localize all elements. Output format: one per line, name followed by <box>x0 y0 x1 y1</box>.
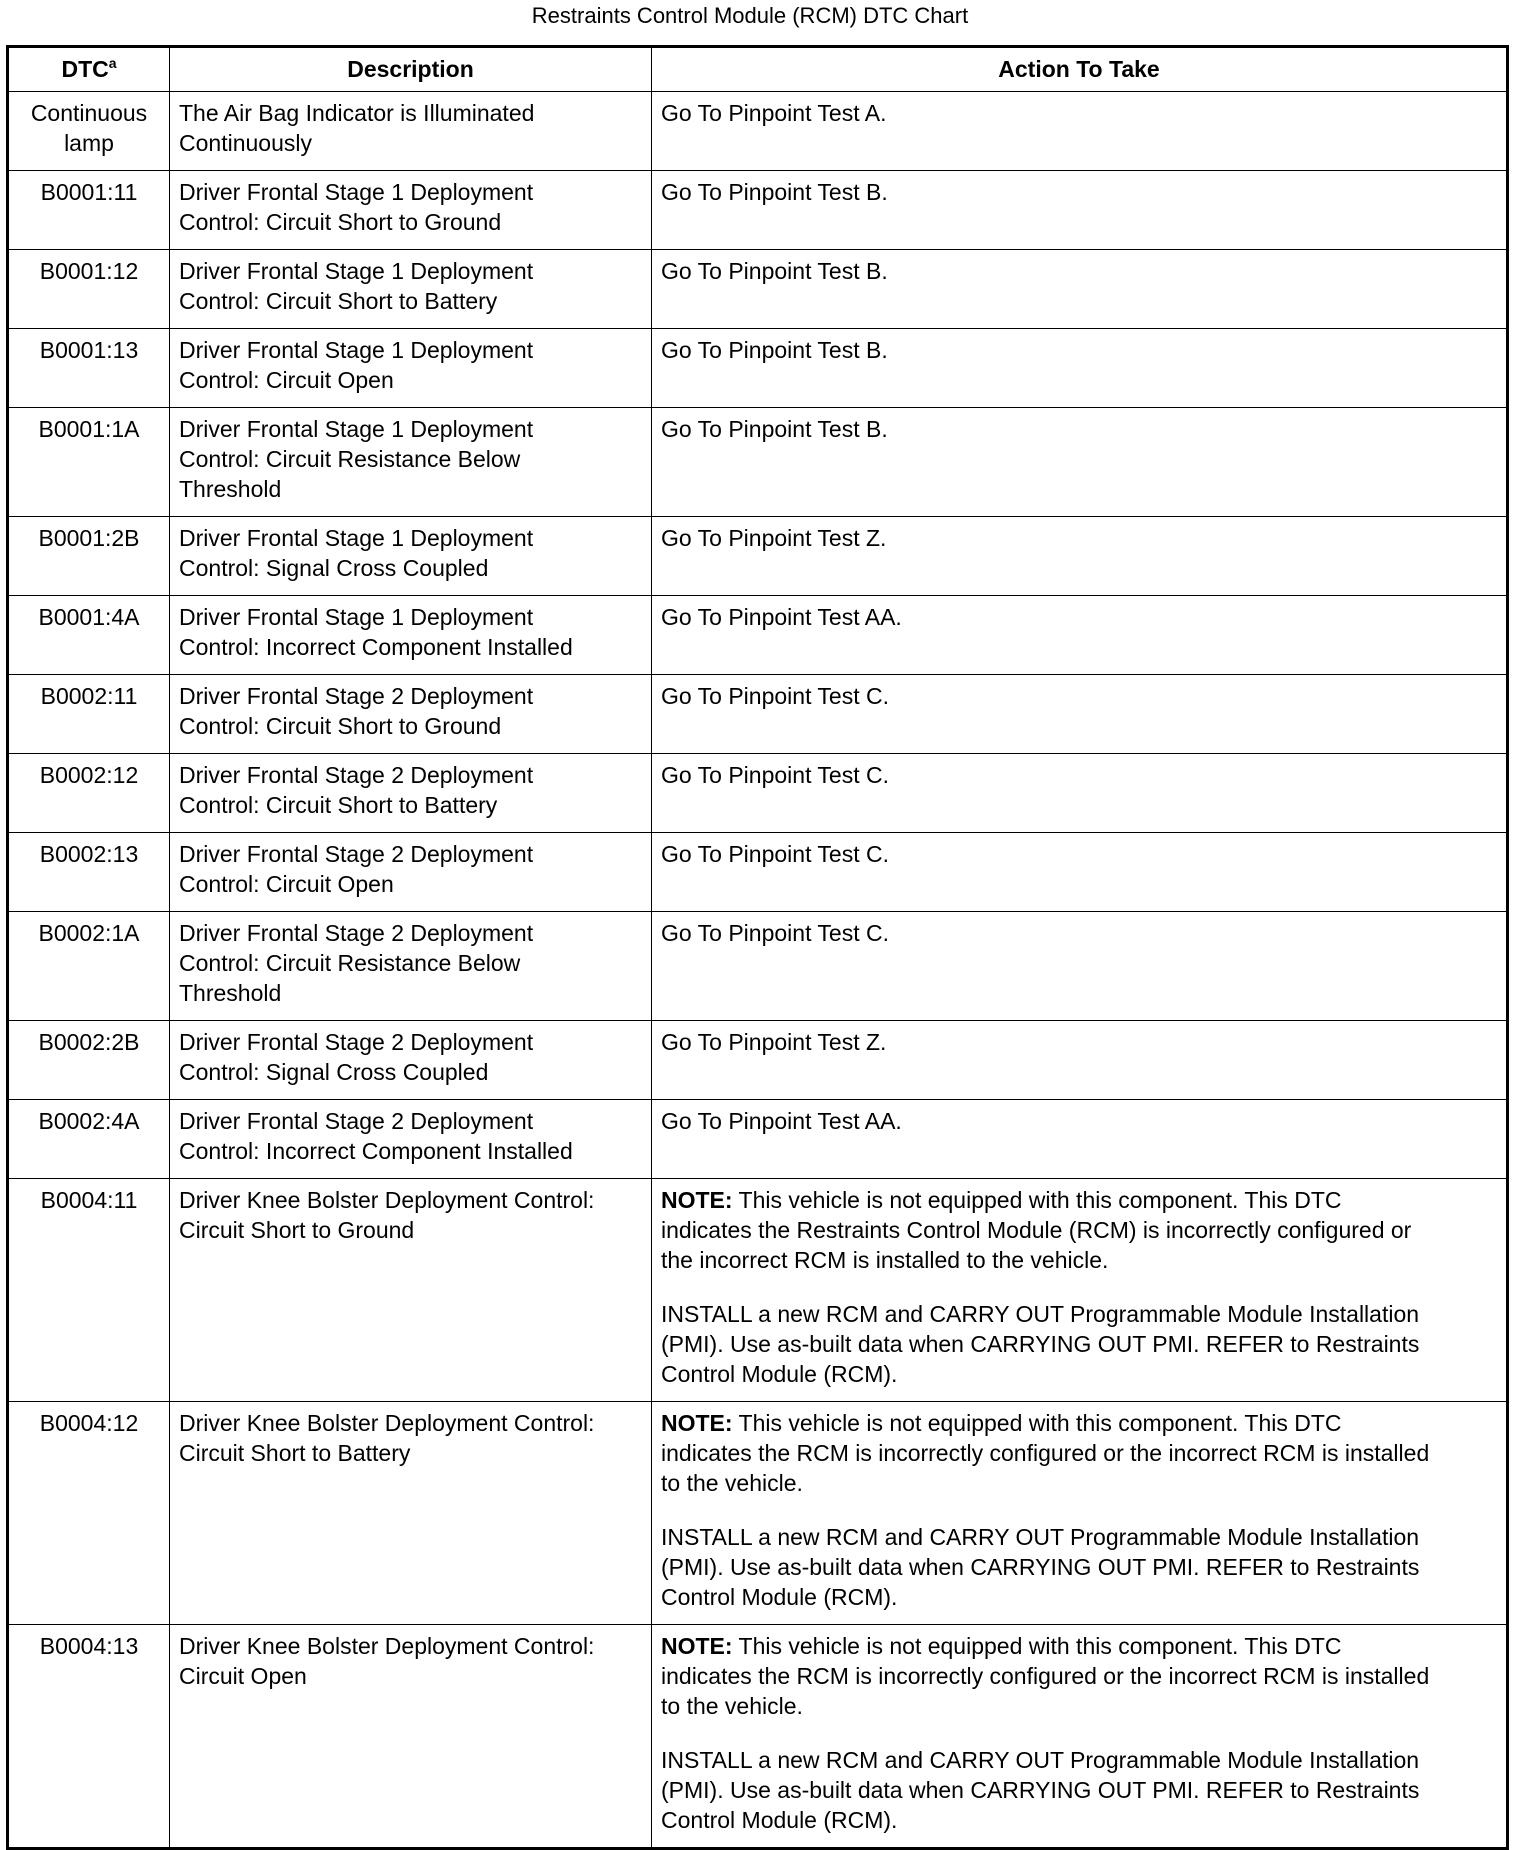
action-cell <box>652 833 1508 912</box>
dtc-code: B0001:12 <box>39 258 139 284</box>
description-cell <box>170 408 652 517</box>
dtc-cell <box>8 329 170 408</box>
description-cell <box>170 833 652 912</box>
install-instruction: Control Module (RCM). <box>661 1584 898 1610</box>
description-line: Threshold <box>179 476 282 502</box>
action-text: Go To Pinpoint Test Z. <box>661 1029 887 1055</box>
dtc-code: B0002:4A <box>38 1108 140 1134</box>
note-label: NOTE: <box>661 1633 733 1659</box>
description-line: Driver Frontal Stage 2 Deployment <box>179 1108 534 1134</box>
description-cell <box>170 1625 652 1849</box>
dtc-code: B0001:1A <box>38 416 140 442</box>
dtc-code: B0002:13 <box>39 841 139 867</box>
dtc-code: B0004:13 <box>39 1633 139 1659</box>
action-text: Go To Pinpoint Test B. <box>661 416 888 442</box>
install-instruction: (PMI). Use as-built data when CARRYING OUT PMI. REFER to Restraints <box>661 1554 1420 1580</box>
note-text: the incorrect RCM is installed to the vehicle. <box>661 1247 1109 1273</box>
description-line: Threshold <box>179 980 282 1006</box>
description-line: Circuit Short to Battery <box>179 1440 411 1466</box>
description-line: Driver Knee Bolster Deployment Control: <box>179 1633 595 1659</box>
description-line: Driver Knee Bolster Deployment Control: <box>179 1410 595 1436</box>
description-line: Circuit Short to Ground <box>179 1217 415 1243</box>
note-text: to the vehicle. <box>661 1693 803 1719</box>
description-line: Driver Frontal Stage 1 Deployment <box>179 525 534 551</box>
header-action: Action To Take <box>652 47 1508 92</box>
note-text: This vehicle is not equipped with this component. This DTC <box>732 1410 1342 1436</box>
note-text: This vehicle is not equipped with this component. This DTC <box>732 1187 1342 1213</box>
dtc-code: B0002:12 <box>39 762 139 788</box>
note-label: NOTE: <box>661 1410 733 1436</box>
dtc-cell <box>8 754 170 833</box>
action-cell <box>652 1179 1508 1402</box>
action-text: Go To Pinpoint Test C. <box>661 841 890 867</box>
description-line: The Air Bag Indicator is Illuminated <box>179 100 535 126</box>
table-row <box>8 329 1508 408</box>
description-cell <box>170 675 652 754</box>
description-line: Driver Frontal Stage 2 Deployment <box>179 920 534 946</box>
description-cell <box>170 1179 652 1402</box>
action-cell <box>652 596 1508 675</box>
action-cell <box>652 754 1508 833</box>
install-instruction: (PMI). Use as-built data when CARRYING OUT PMI. REFER to Restraints <box>661 1777 1420 1803</box>
action-cell <box>652 250 1508 329</box>
paragraph-gap <box>661 1498 1497 1522</box>
description-line: Driver Frontal Stage 2 Deployment <box>179 1029 534 1055</box>
description-line: Driver Frontal Stage 2 Deployment <box>179 762 534 788</box>
description-cell <box>170 596 652 675</box>
description-line: Driver Frontal Stage 1 Deployment <box>179 258 534 284</box>
action-cell <box>652 171 1508 250</box>
description-line: Driver Frontal Stage 2 Deployment <box>179 683 534 709</box>
description-line: Driver Frontal Stage 1 Deployment <box>179 337 534 363</box>
action-cell <box>652 912 1508 1021</box>
description-line: Driver Frontal Stage 2 Deployment <box>179 841 534 867</box>
chart-title: Restraints Control Module (RCM) DTC Chart <box>531 3 969 28</box>
description-line: Control: Signal Cross Coupled <box>179 555 489 581</box>
description-cell <box>170 329 652 408</box>
action-cell <box>652 1402 1508 1625</box>
action-cell <box>652 675 1508 754</box>
description-line: Control: Circuit Open <box>179 367 394 393</box>
note-text: indicates the Restraints Control Module (RCM) is incorrectly configured or <box>661 1217 1412 1243</box>
table-row <box>8 1625 1508 1849</box>
description-line: Control: Signal Cross Coupled <box>179 1059 489 1085</box>
note-line <box>661 1185 1497 1215</box>
paragraph-gap <box>661 1721 1497 1745</box>
table-row <box>8 92 1508 171</box>
action-text: Go To Pinpoint Test C. <box>661 683 890 709</box>
dtc-code: Continuous <box>30 100 148 126</box>
action-text: Go To Pinpoint Test AA. <box>661 1108 902 1134</box>
install-instruction: INSTALL a new RCM and CARRY OUT Programmable Module Installation <box>661 1301 1420 1327</box>
action-text: Go To Pinpoint Test C. <box>661 920 890 946</box>
table-row <box>8 675 1508 754</box>
description-cell <box>170 517 652 596</box>
header-dtc <box>8 47 170 92</box>
description-cell <box>170 171 652 250</box>
paragraph-gap <box>661 1275 1497 1299</box>
description-line: Control: Circuit Resistance Below <box>179 950 521 976</box>
action-text: Go To Pinpoint Test B. <box>661 179 888 205</box>
action-text: Go To Pinpoint Test B. <box>661 258 888 284</box>
dtc-table <box>6 45 1509 1850</box>
dtc-code: B0001:11 <box>40 179 138 205</box>
dtc-cell <box>8 250 170 329</box>
action-text: Go To Pinpoint Test Z. <box>661 525 887 551</box>
dtc-code: B0001:2B <box>38 525 140 551</box>
description-line: Driver Frontal Stage 1 Deployment <box>179 179 534 205</box>
dtc-code: B0002:2B <box>38 1029 140 1055</box>
dtc-code: B0004:11 <box>40 1187 138 1213</box>
table-row <box>8 517 1508 596</box>
action-cell <box>652 408 1508 517</box>
action-cell <box>652 1100 1508 1179</box>
action-cell <box>652 1021 1508 1100</box>
dtc-cell <box>8 408 170 517</box>
table-row <box>8 596 1508 675</box>
description-line: Control: Incorrect Component Installed <box>179 634 573 660</box>
description-line: Driver Knee Bolster Deployment Control: <box>179 1187 595 1213</box>
dtc-code: B0004:12 <box>39 1410 139 1436</box>
description-cell <box>170 754 652 833</box>
note-line <box>661 1408 1497 1438</box>
dtc-cell <box>8 596 170 675</box>
description-line: Control: Circuit Short to Battery <box>179 288 498 314</box>
action-cell <box>652 517 1508 596</box>
description-line: Circuit Open <box>179 1663 307 1689</box>
description-cell <box>170 1402 652 1625</box>
dtc-cell <box>8 912 170 1021</box>
action-cell <box>652 92 1508 171</box>
description-line: Driver Frontal Stage 1 Deployment <box>179 416 534 442</box>
dtc-cell <box>8 92 170 171</box>
action-text: Go To Pinpoint Test C. <box>661 762 890 788</box>
description-line: Control: Circuit Short to Ground <box>179 713 502 739</box>
description-cell <box>170 1100 652 1179</box>
dtc-cell <box>8 1021 170 1100</box>
table-row <box>8 912 1508 1021</box>
description-line: Control: Circuit Short to Battery <box>179 792 498 818</box>
action-text: Go To Pinpoint Test A. <box>661 100 887 126</box>
table-row <box>8 1402 1508 1625</box>
description-line: Driver Frontal Stage 1 Deployment <box>179 604 534 630</box>
note-text: indicates the RCM is incorrectly configured or the incorrect RCM is installed <box>661 1440 1430 1466</box>
description-cell <box>170 92 652 171</box>
dtc-code: B0001:4A <box>38 604 140 630</box>
install-instruction: (PMI). Use as-built data when CARRYING OUT PMI. REFER to Restraints <box>661 1331 1420 1357</box>
description-cell <box>170 250 652 329</box>
description-line: Control: Circuit Short to Ground <box>179 209 502 235</box>
table-row <box>8 833 1508 912</box>
description-line: Continuously <box>179 130 312 156</box>
description-line: Control: Circuit Resistance Below <box>179 446 521 472</box>
table-body <box>8 92 1508 1849</box>
action-text: Go To Pinpoint Test AA. <box>661 604 902 630</box>
dtc-cell <box>8 833 170 912</box>
dtc-cell <box>8 517 170 596</box>
dtc-code: lamp <box>64 130 114 156</box>
action-text: Go To Pinpoint Test B. <box>661 337 888 363</box>
dtc-cell <box>8 1402 170 1625</box>
install-instruction: INSTALL a new RCM and CARRY OUT Programmable Module Installation <box>661 1747 1420 1773</box>
table-row <box>8 754 1508 833</box>
header-dtc-label: DTC <box>61 56 109 82</box>
note-text: This vehicle is not equipped with this component. This DTC <box>732 1633 1342 1659</box>
dtc-cell <box>8 675 170 754</box>
install-instruction: INSTALL a new RCM and CARRY OUT Programmable Module Installation <box>661 1524 1420 1550</box>
table-row <box>8 171 1508 250</box>
description-line: Control: Incorrect Component Installed <box>179 1138 573 1164</box>
table-row <box>8 1100 1508 1179</box>
description-cell <box>170 1021 652 1100</box>
action-cell <box>652 1625 1508 1849</box>
note-text: indicates the RCM is incorrectly configured or the incorrect RCM is installed <box>661 1663 1430 1689</box>
note-line <box>661 1631 1497 1661</box>
install-instruction: Control Module (RCM). <box>661 1807 898 1833</box>
dtc-code: B0002:11 <box>40 683 138 709</box>
dtc-cell <box>8 1100 170 1179</box>
dtc-cell <box>8 171 170 250</box>
dtc-cell <box>8 1179 170 1402</box>
table-row <box>8 250 1508 329</box>
note-label: NOTE: <box>661 1187 733 1213</box>
table-row <box>8 1021 1508 1100</box>
footnote-marker: a <box>108 55 117 71</box>
dtc-cell <box>8 1625 170 1849</box>
dtc-code: B0002:1A <box>38 920 140 946</box>
action-cell <box>652 329 1508 408</box>
description-cell <box>170 912 652 1021</box>
table-header-row <box>8 47 1508 92</box>
description-line: Control: Circuit Open <box>179 871 394 897</box>
dtc-code: B0001:13 <box>39 337 139 363</box>
table-row <box>8 408 1508 517</box>
table-row <box>8 1179 1508 1402</box>
install-instruction: Control Module (RCM). <box>661 1361 898 1387</box>
header-description: Description <box>170 47 652 92</box>
note-text: to the vehicle. <box>661 1470 803 1496</box>
